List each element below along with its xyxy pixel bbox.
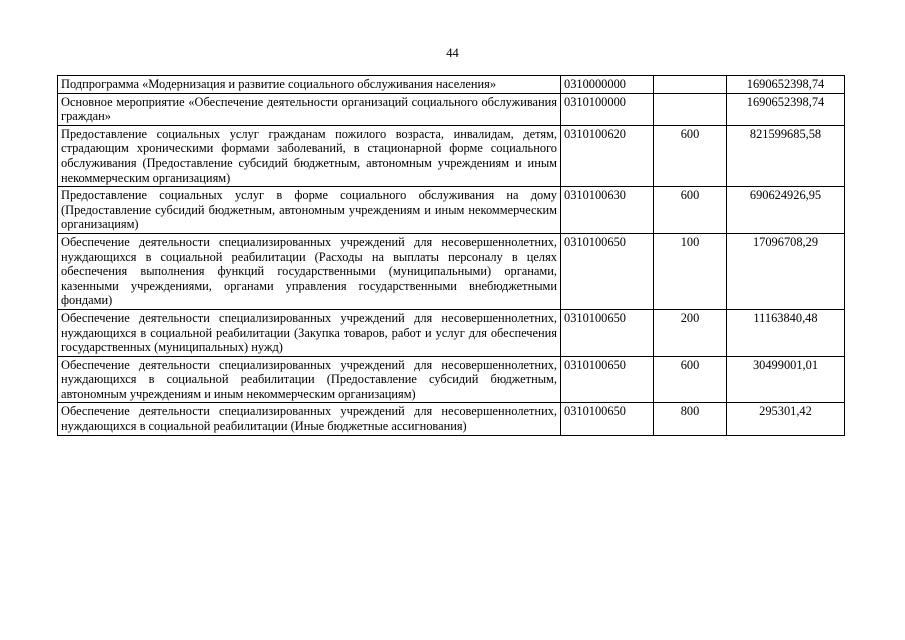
- table-row: [58, 93, 845, 125]
- expense-name-cell: Предоставление социальных услуг в форме социального обслуживания на дому (Предоставление субсидий бюджетным, автономным учреждениям и иным некоммерческим организациям): [58, 187, 561, 234]
- amount-cell: 11163840,48: [727, 309, 845, 356]
- table-row: [58, 233, 845, 309]
- expense-name-cell: Основное мероприятие «Обеспечение деятельности организаций социального обслуживания граждан»: [58, 93, 561, 125]
- expense-name-cell: Обеспечение деятельности специализированных учреждений для несовершеннолетних, нуждающихся в социальной реабилитации (Иные бюджетные ассигнования): [58, 403, 561, 435]
- table-row: [58, 356, 845, 403]
- expense-type-cell: [654, 93, 727, 125]
- table-row: [58, 125, 845, 186]
- target-code-cell: 0310000000: [561, 76, 654, 94]
- expense-name-cell: Обеспечение деятельности специализированных учреждений для несовершеннолетних, нуждающихся в социальной реабилитации (Предоставление субсидий бюджетным, автономным учреждениям и иным некоммерческим организациям): [58, 356, 561, 403]
- expense-type-cell: 600: [654, 125, 727, 186]
- table-row: [58, 187, 845, 234]
- amount-cell: 17096708,29: [727, 233, 845, 309]
- table-row: [58, 403, 845, 435]
- expense-type-cell: 200: [654, 309, 727, 356]
- amount-cell: 1690652398,74: [727, 76, 845, 94]
- expense-name-cell: Подпрограмма «Модернизация и развитие социального обслуживания населения»: [58, 76, 561, 94]
- expense-type-cell: 100: [654, 233, 727, 309]
- expense-type-cell: [654, 76, 727, 94]
- expense-type-cell: 800: [654, 403, 727, 435]
- amount-cell: 1690652398,74: [727, 93, 845, 125]
- expense-type-cell: 600: [654, 356, 727, 403]
- amount-cell: 30499001,01: [727, 356, 845, 403]
- target-code-cell: 0310100630: [561, 187, 654, 234]
- budget-table: [57, 75, 845, 436]
- amount-cell: 821599685,58: [727, 125, 845, 186]
- amount-cell: 690624926,95: [727, 187, 845, 234]
- expense-name-cell: Обеспечение деятельности специализированных учреждений для несовершеннолетних, нуждающихся в социальной реабилитации (Расходы на выплаты персоналу в целях обеспечения выполнения функций государственными (муниципальными) органами, казенными учреждениями, органами управления государственными внебюджетными фондами): [58, 233, 561, 309]
- target-code-cell: 0310100650: [561, 309, 654, 356]
- expense-name-cell: Обеспечение деятельности специализированных учреждений для несовершеннолетних, нуждающихся в социальной реабилитации (Закупка товаров, работ и услуг для обеспечения государственных (муниципальных) нужд): [58, 309, 561, 356]
- table-row: [58, 76, 845, 94]
- target-code-cell: 0310100620: [561, 125, 654, 186]
- expense-type-cell: 600: [654, 187, 727, 234]
- target-code-cell: 0310100650: [561, 233, 654, 309]
- target-code-cell: 0310100000: [561, 93, 654, 125]
- page-number: 44: [446, 46, 459, 60]
- target-code-cell: 0310100650: [561, 403, 654, 435]
- table-row: [58, 309, 845, 356]
- target-code-cell: 0310100650: [561, 356, 654, 403]
- expense-name-cell: Предоставление социальных услуг гражданам пожилого возраста, инвалидам, детям, страдающим хроническими формами заболеваний, в стационарной форме социального обслуживания (Предоставление субсидий бюджетным, автономным учреждениям и иным некоммерческим организациям): [58, 125, 561, 186]
- amount-cell: 295301,42: [727, 403, 845, 435]
